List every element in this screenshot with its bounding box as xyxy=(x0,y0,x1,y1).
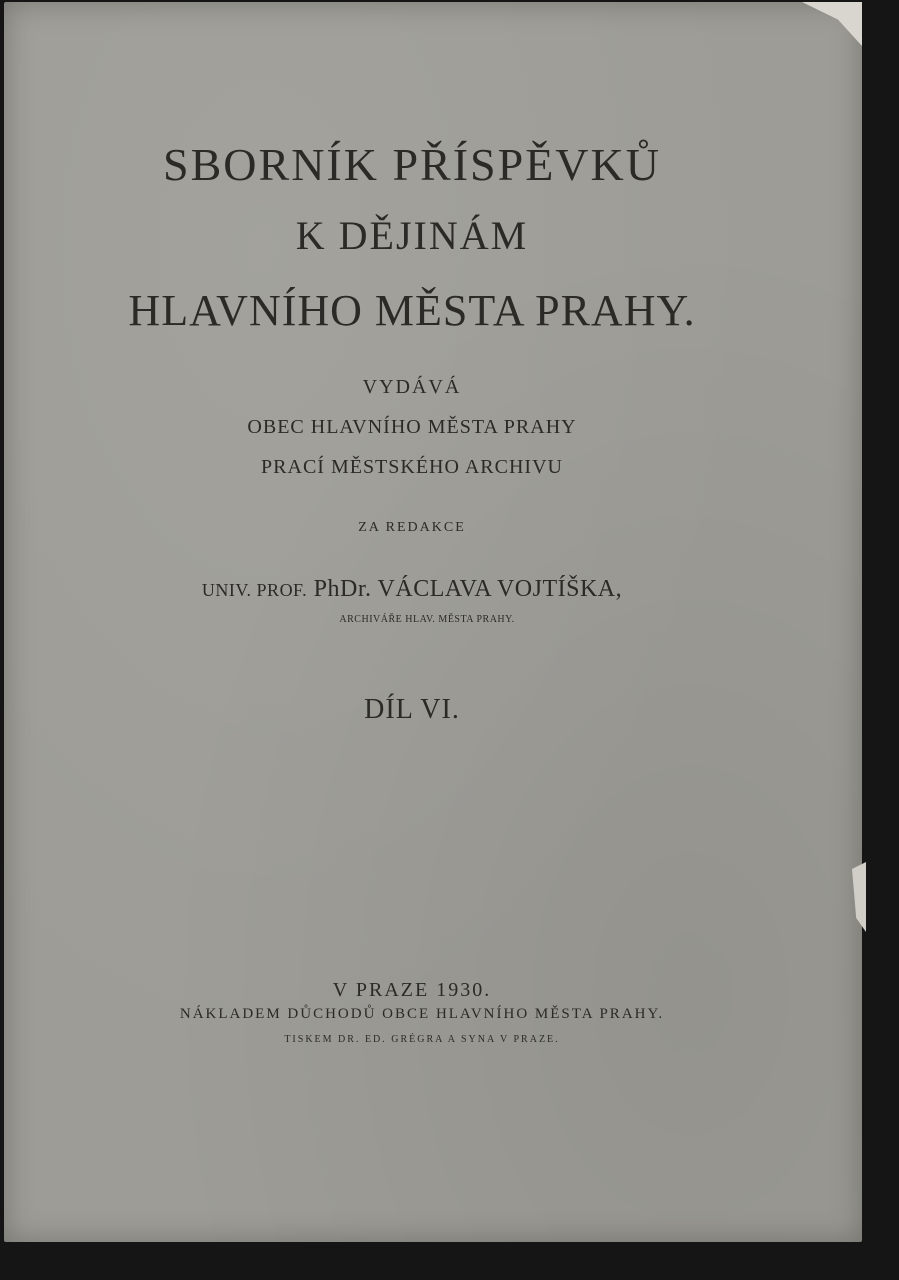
publisher-label: VYDÁVÁ xyxy=(362,376,462,398)
printer: TISKEM DR. ED. GRÉGRA A SYNA V PRAZE. xyxy=(284,1034,560,1045)
imprint: NÁKLADEM DŮCHODŮ OBCE HLAVNÍHO MĚSTA PRAHY. xyxy=(179,1006,665,1022)
editor-name: PhDr. VÁCLAVA VOJTÍŠKA, xyxy=(313,576,623,602)
torn-edge xyxy=(852,862,866,932)
publisher-line-1: OBEC HLAVNÍHO MĚSTA PRAHY xyxy=(247,416,577,438)
volume-number: DÍL VI. xyxy=(364,694,460,725)
title-line-2: K DĚJINÁM xyxy=(295,213,529,258)
editor-prefix: UNIV. PROF. xyxy=(201,580,308,600)
torn-corner xyxy=(802,2,862,46)
editor-label: ZA REDAKCE xyxy=(358,520,466,535)
editor-role: ARCHIVÁŘE HLAV. MĚSTA PRAHY. xyxy=(339,614,515,625)
place-year: V PRAZE 1930. xyxy=(332,979,492,1001)
publisher-line-2: PRACÍ MĚSTSKÉHO ARCHIVU xyxy=(261,456,563,478)
title-line-3: HLAVNÍHO MĚSTA PRAHY. xyxy=(128,286,696,335)
title-line-1: SBORNÍK PŘÍSPĚVKŮ xyxy=(163,139,661,190)
book-cover xyxy=(4,2,862,1242)
editor-line xyxy=(4,576,820,603)
